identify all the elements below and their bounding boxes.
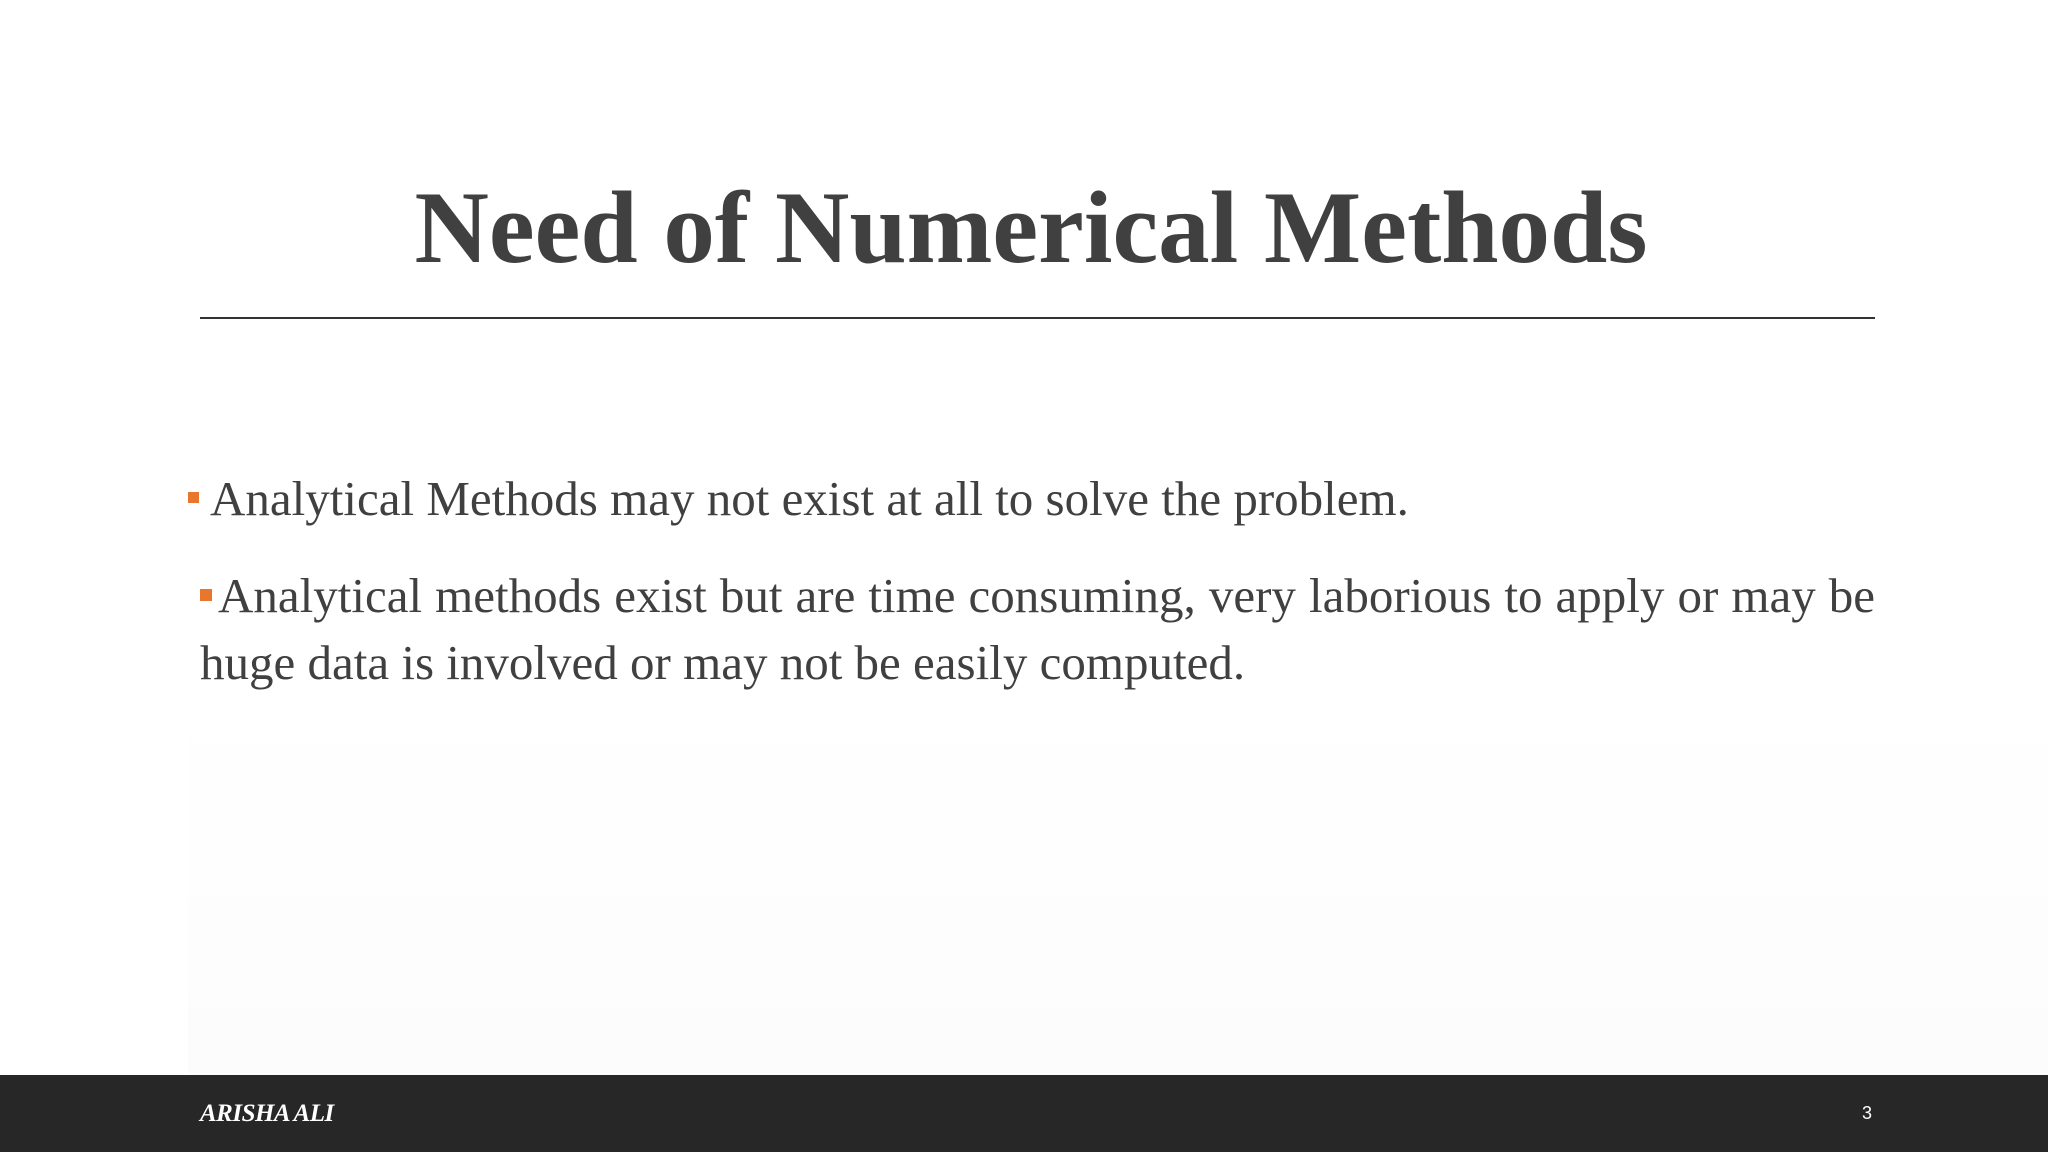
page-number: 3	[1861, 1103, 1872, 1123]
square-bullet-icon	[188, 492, 199, 503]
title-divider	[200, 317, 1875, 319]
bullet-text: Analytical Methods may not exist at all to solve the problem.	[210, 471, 1409, 526]
slide-footer	[0, 1075, 2048, 1152]
slide-title: Need of Numerical Methods	[414, 171, 1648, 285]
bullet-item	[200, 465, 1875, 532]
content-background	[188, 690, 2048, 1075]
author-name: ARISHA ALI	[200, 1100, 334, 1127]
square-bullet-icon	[200, 589, 212, 601]
bullet-list	[200, 465, 1875, 696]
bullet-item	[200, 562, 1875, 696]
bullet-text: Analytical methods exist but are time consuming, very laborious to apply or may be huge data is involved or may not be easily computed.	[200, 568, 1875, 690]
